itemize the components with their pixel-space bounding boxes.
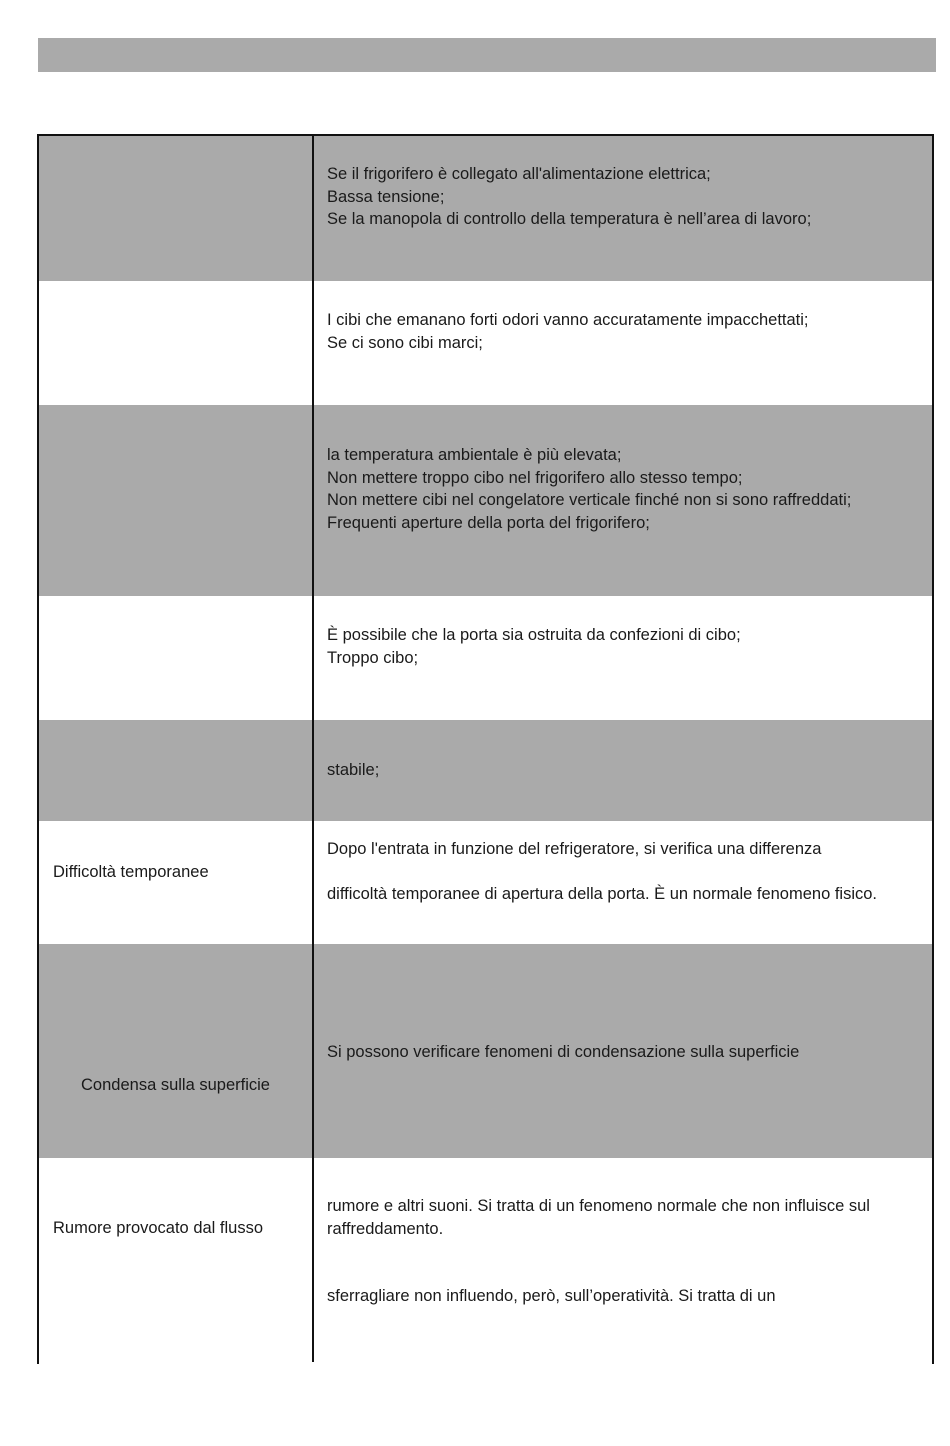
solution-cell — [327, 1041, 918, 1064]
symptom-cell — [39, 821, 312, 944]
table-row — [39, 1158, 932, 1364]
solution-line: Dopo l'entrata in funzione del refrigeratore, si verifica una differenza — [327, 840, 822, 858]
solution-line: Bassa tensione; — [327, 187, 445, 206]
table-row — [39, 720, 932, 821]
table-row — [39, 596, 932, 720]
table-row — [39, 281, 932, 405]
header-bar — [38, 38, 936, 72]
solution-cell — [327, 163, 918, 231]
solution-line: Non mettere cibi nel congelatore verticale finché non si sono raffreddati; — [327, 491, 852, 509]
symptom-cell — [39, 1158, 312, 1364]
solution-cell — [327, 759, 918, 782]
solution-line: sferragliare non influendo, però, sull’operatività. Si tratta di un — [327, 1287, 776, 1305]
solution-line: I cibi che emanano forti odori vanno accuratamente impacchettati; — [327, 311, 809, 329]
table-row — [39, 821, 932, 944]
column-divider — [312, 136, 314, 1362]
solution-line: È possibile che la porta sia ostruita da confezioni di cibo; — [327, 626, 741, 644]
solution-line: difficoltà temporanee di apertura della porta. È un normale fenomeno fisico. — [327, 885, 878, 903]
troubleshooting-table — [37, 134, 934, 1364]
solution-line: Frequenti aperture della porta del frigorifero; — [327, 513, 650, 532]
symptom-label: Condensa sulla superficie — [81, 1076, 270, 1094]
symptom-label: Difficoltà temporanee — [53, 863, 209, 881]
solution-line: Se ci sono cibi marci; — [327, 333, 483, 352]
table-row — [39, 405, 932, 596]
table-row — [39, 136, 932, 281]
symptom-cell — [39, 720, 312, 821]
solution-cell — [327, 444, 918, 534]
solution-line: Troppo cibo; — [327, 648, 419, 667]
table-row — [39, 944, 932, 1158]
solution-cell — [327, 838, 918, 906]
solution-line: Si possono verificare fenomeni di condensazione sulla superficie — [327, 1043, 800, 1061]
symptom-cell — [39, 405, 312, 596]
solution-line: Non mettere troppo cibo nel frigorifero allo stesso tempo; — [327, 468, 743, 487]
symptom-label: Rumore provocato dal flusso — [53, 1219, 264, 1237]
solution-line: Se il frigorifero è collegato all'alimentazione elettrica; — [327, 165, 711, 183]
symptom-cell — [39, 944, 312, 1158]
solution-line: stabile; — [327, 761, 380, 779]
solution-cell — [327, 1195, 918, 1308]
solution-cell — [327, 309, 918, 354]
solution-cell — [327, 624, 918, 669]
solution-line: la temperatura ambientale è più elevata; — [327, 446, 622, 464]
symptom-cell — [39, 281, 312, 405]
symptom-cell — [39, 136, 312, 281]
solution-line: Se la manopola di controllo della temperatura è nell’area di lavoro; — [327, 210, 812, 228]
solution-line: rumore e altri suoni. Si tratta di un fenomeno normale che non influisce sul raffreddamento. — [327, 1197, 870, 1238]
symptom-cell — [39, 596, 312, 720]
